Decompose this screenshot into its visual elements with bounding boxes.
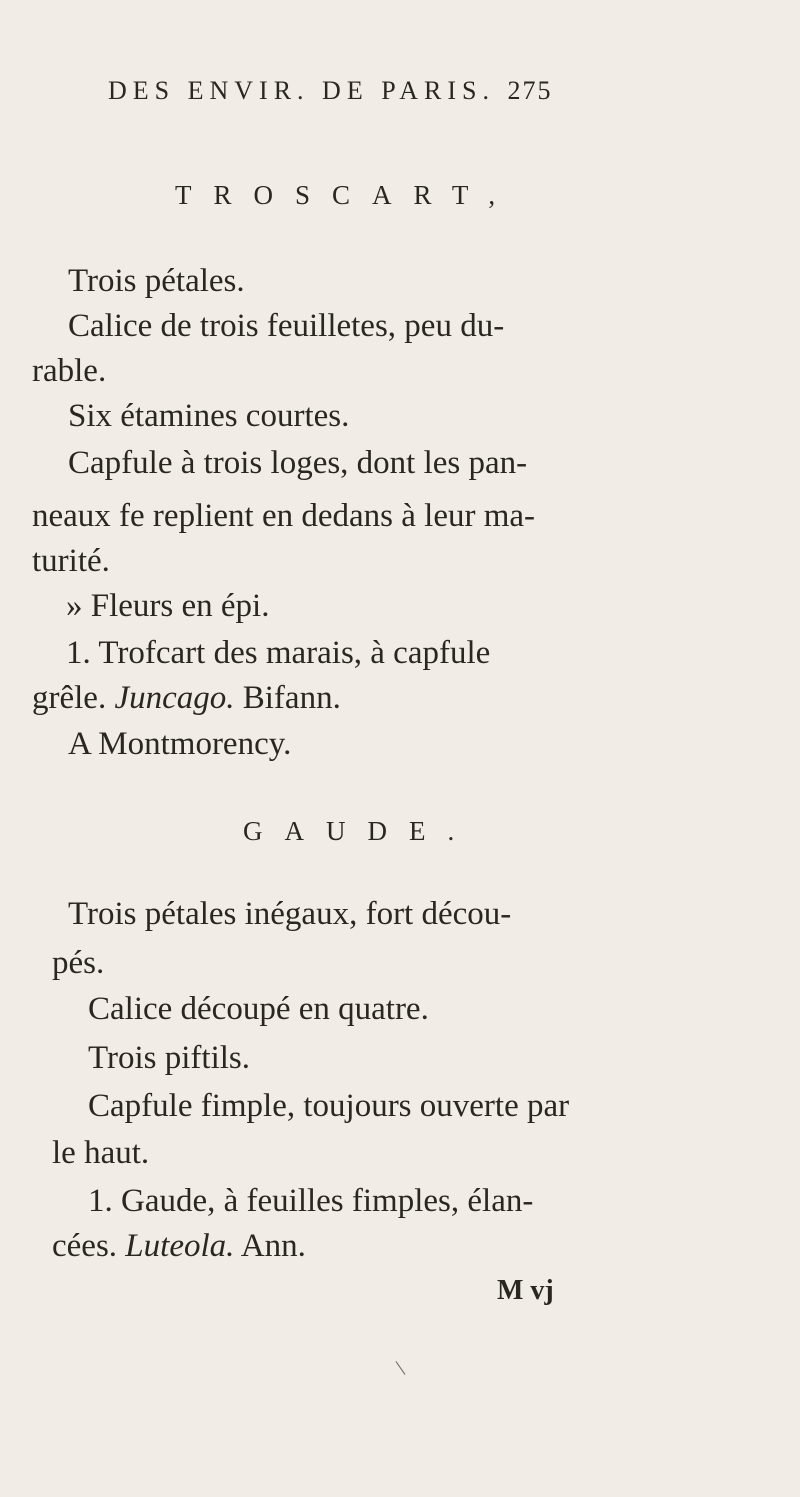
section-title-gaude: GAUDE. xyxy=(243,816,477,846)
text-line: 1. Trofcart des marais, à capfule xyxy=(66,635,491,671)
text-line: Trois piftils. xyxy=(88,1040,251,1076)
text-line: Calice de trois feuilletes, peu du- xyxy=(68,308,505,344)
text-fragment: grêle. xyxy=(32,680,107,716)
text-line: Capfule fimple, toujours ouverte par xyxy=(88,1088,570,1124)
latin-name: Juncago. xyxy=(114,680,235,716)
page-number: 275 xyxy=(507,76,553,105)
text-line: neaux fe replient en dedans à leur ma- xyxy=(32,498,536,534)
text-line: rable. xyxy=(32,353,107,389)
text-line: 1. Gaude, à feuilles fimples, élan- xyxy=(88,1183,534,1219)
text-line xyxy=(32,682,341,715)
text-line: Calice découpé en quatre. xyxy=(88,991,429,1027)
text-line: Trois pétales. xyxy=(68,263,245,299)
running-head-title: DES ENVIR. DE PARIS. xyxy=(108,76,496,105)
text-line: » Fleurs en épi. xyxy=(66,588,270,624)
author-abbrev: Ann. xyxy=(240,1228,306,1264)
ink-mark xyxy=(396,1361,406,1375)
text-line xyxy=(52,1230,306,1263)
text-line: Six étamines courtes. xyxy=(68,398,350,434)
running-head xyxy=(108,78,553,104)
text-line: A Montmorency. xyxy=(68,726,292,762)
text-line: pés. xyxy=(52,945,105,981)
latin-name: Luteola. xyxy=(125,1228,235,1264)
text-line: Trois pétales inégaux, fort décou- xyxy=(68,896,512,932)
text-line: Capfule à trois loges, dont les pan- xyxy=(68,445,528,481)
text-line: le haut. xyxy=(52,1135,150,1171)
text-fragment: cées. xyxy=(52,1228,118,1264)
author-abbrev: Bifann. xyxy=(242,680,341,716)
section-title-troscart: TROSCART, xyxy=(175,180,518,210)
signature-mark: M vj xyxy=(497,1275,554,1306)
text-line: turité. xyxy=(32,543,110,579)
